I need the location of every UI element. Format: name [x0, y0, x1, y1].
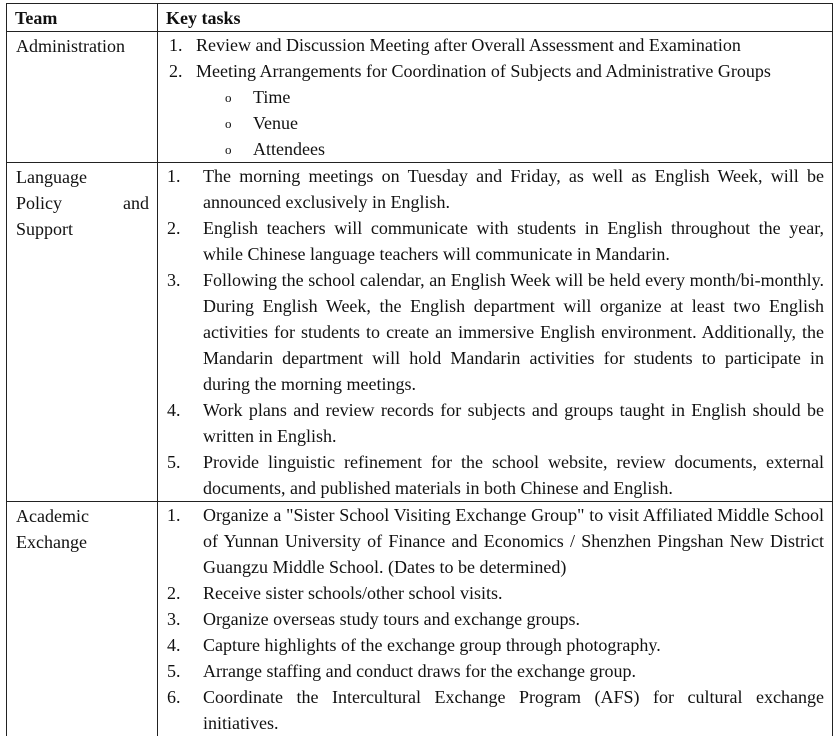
task-text: Work plans and review records for subjects and groups taught in English should be written in English. [203, 400, 824, 446]
task-number: 1. [167, 505, 181, 525]
task-text: Provide linguistic refinement for the school website, review documents, external documents, and published materials in both Chinese and English. [203, 452, 824, 498]
task-text: Receive sister schools/other school visits. [203, 583, 503, 603]
task-item [166, 580, 824, 606]
team-cell-administration [7, 32, 158, 163]
team-cell-language-policy [7, 163, 158, 502]
task-number: 5. [167, 661, 181, 681]
tasks-cell-language-policy [158, 163, 833, 502]
task-number: 3. [167, 270, 181, 290]
task-item [166, 684, 824, 736]
task-number: 3. [167, 609, 181, 629]
task-text: Organize overseas study tours and exchange groups. [203, 609, 581, 629]
team-name-line: Exchange [16, 532, 87, 552]
task-item [166, 163, 824, 215]
task-text: Capture highlights of the exchange group through photography. [203, 635, 661, 655]
tasks-cell-academic-exchange [158, 502, 833, 736]
task-number: 5. [167, 452, 181, 472]
hollow-bullet-icon: o [225, 142, 232, 157]
table-row-academic-exchange [7, 502, 833, 736]
task-number: 2. [167, 583, 181, 603]
task-list [166, 502, 824, 736]
task-text: Arrange staffing and conduct draws for the exchange group. [203, 661, 637, 681]
task-list [168, 32, 824, 84]
task-text: Following the school calendar, an English Week will be held every month/bi-monthly. During English Week, the English department will organize at least two English activities for students to create an immersive English environment. Additionally, the Mandarin department will hold Mandarin activities for students to participate in during the morning meetings. [203, 270, 824, 394]
header-team: Team [7, 4, 158, 32]
task-text: The morning meetings on Tuesday and Friday, as well as English Week, will be announced exclusively in English. [203, 166, 824, 212]
sub-task-text: Attendees [253, 139, 325, 159]
task-item [166, 606, 824, 632]
sub-task-list [168, 84, 824, 162]
header-key-tasks: Key tasks [158, 4, 833, 32]
task-item [166, 449, 824, 501]
task-number: 2. [167, 218, 181, 238]
team-name-line: Academic [16, 506, 89, 526]
task-item [166, 397, 824, 449]
table-header-row [7, 4, 833, 32]
sub-task-item [168, 84, 824, 110]
task-text: Coordinate the Intercultural Exchange Program (AFS) for cultural exchange initiatives. [203, 687, 824, 733]
table-row-language-policy [7, 163, 833, 502]
task-number: 1. [169, 35, 183, 55]
team-name-word: Policy [16, 193, 63, 213]
task-number: 4. [167, 400, 181, 420]
task-number: 2. [169, 61, 183, 81]
task-number: 4. [167, 635, 181, 655]
team-name: Administration [16, 36, 125, 56]
task-item [166, 267, 824, 397]
task-text: Meeting Arrangements for Coordination of Subjects and Administrative Groups [196, 61, 771, 81]
task-text: English teachers will communicate with students in English throughout the year, while Chinese language teachers will communicate in Mandarin. [203, 218, 824, 264]
tasks-cell-administration [158, 32, 833, 163]
task-item [166, 215, 824, 267]
task-list [166, 163, 824, 501]
sub-task-item [168, 136, 824, 162]
task-item [168, 58, 824, 84]
key-tasks-table [6, 3, 833, 736]
task-item [166, 658, 824, 684]
sub-task-text: Time [253, 87, 291, 107]
hollow-bullet-icon: o [225, 116, 232, 131]
team-name-line [16, 190, 149, 216]
task-text: Review and Discussion Meeting after Overall Assessment and Examination [196, 35, 741, 55]
hollow-bullet-icon: o [225, 90, 232, 105]
team-cell-academic-exchange [7, 502, 158, 736]
task-number: 1. [167, 166, 181, 186]
task-item [166, 632, 824, 658]
team-name-line: Support [16, 219, 74, 239]
sub-task-item [168, 110, 824, 136]
table-row-administration [7, 32, 833, 163]
task-item [168, 32, 824, 58]
task-text: Organize a "Sister School Visiting Exchange Group" to visit Affiliated Middle School of Yunnan University of Finance and Economics / Shenzhen Pingshan New District Guangzu Middle School. (Dates to be determined) [203, 505, 824, 577]
task-item [166, 502, 824, 580]
sub-task-text: Venue [253, 113, 298, 133]
team-name-line: Language [16, 167, 87, 187]
task-number: 6. [167, 687, 181, 707]
team-name-word: and [123, 193, 149, 213]
